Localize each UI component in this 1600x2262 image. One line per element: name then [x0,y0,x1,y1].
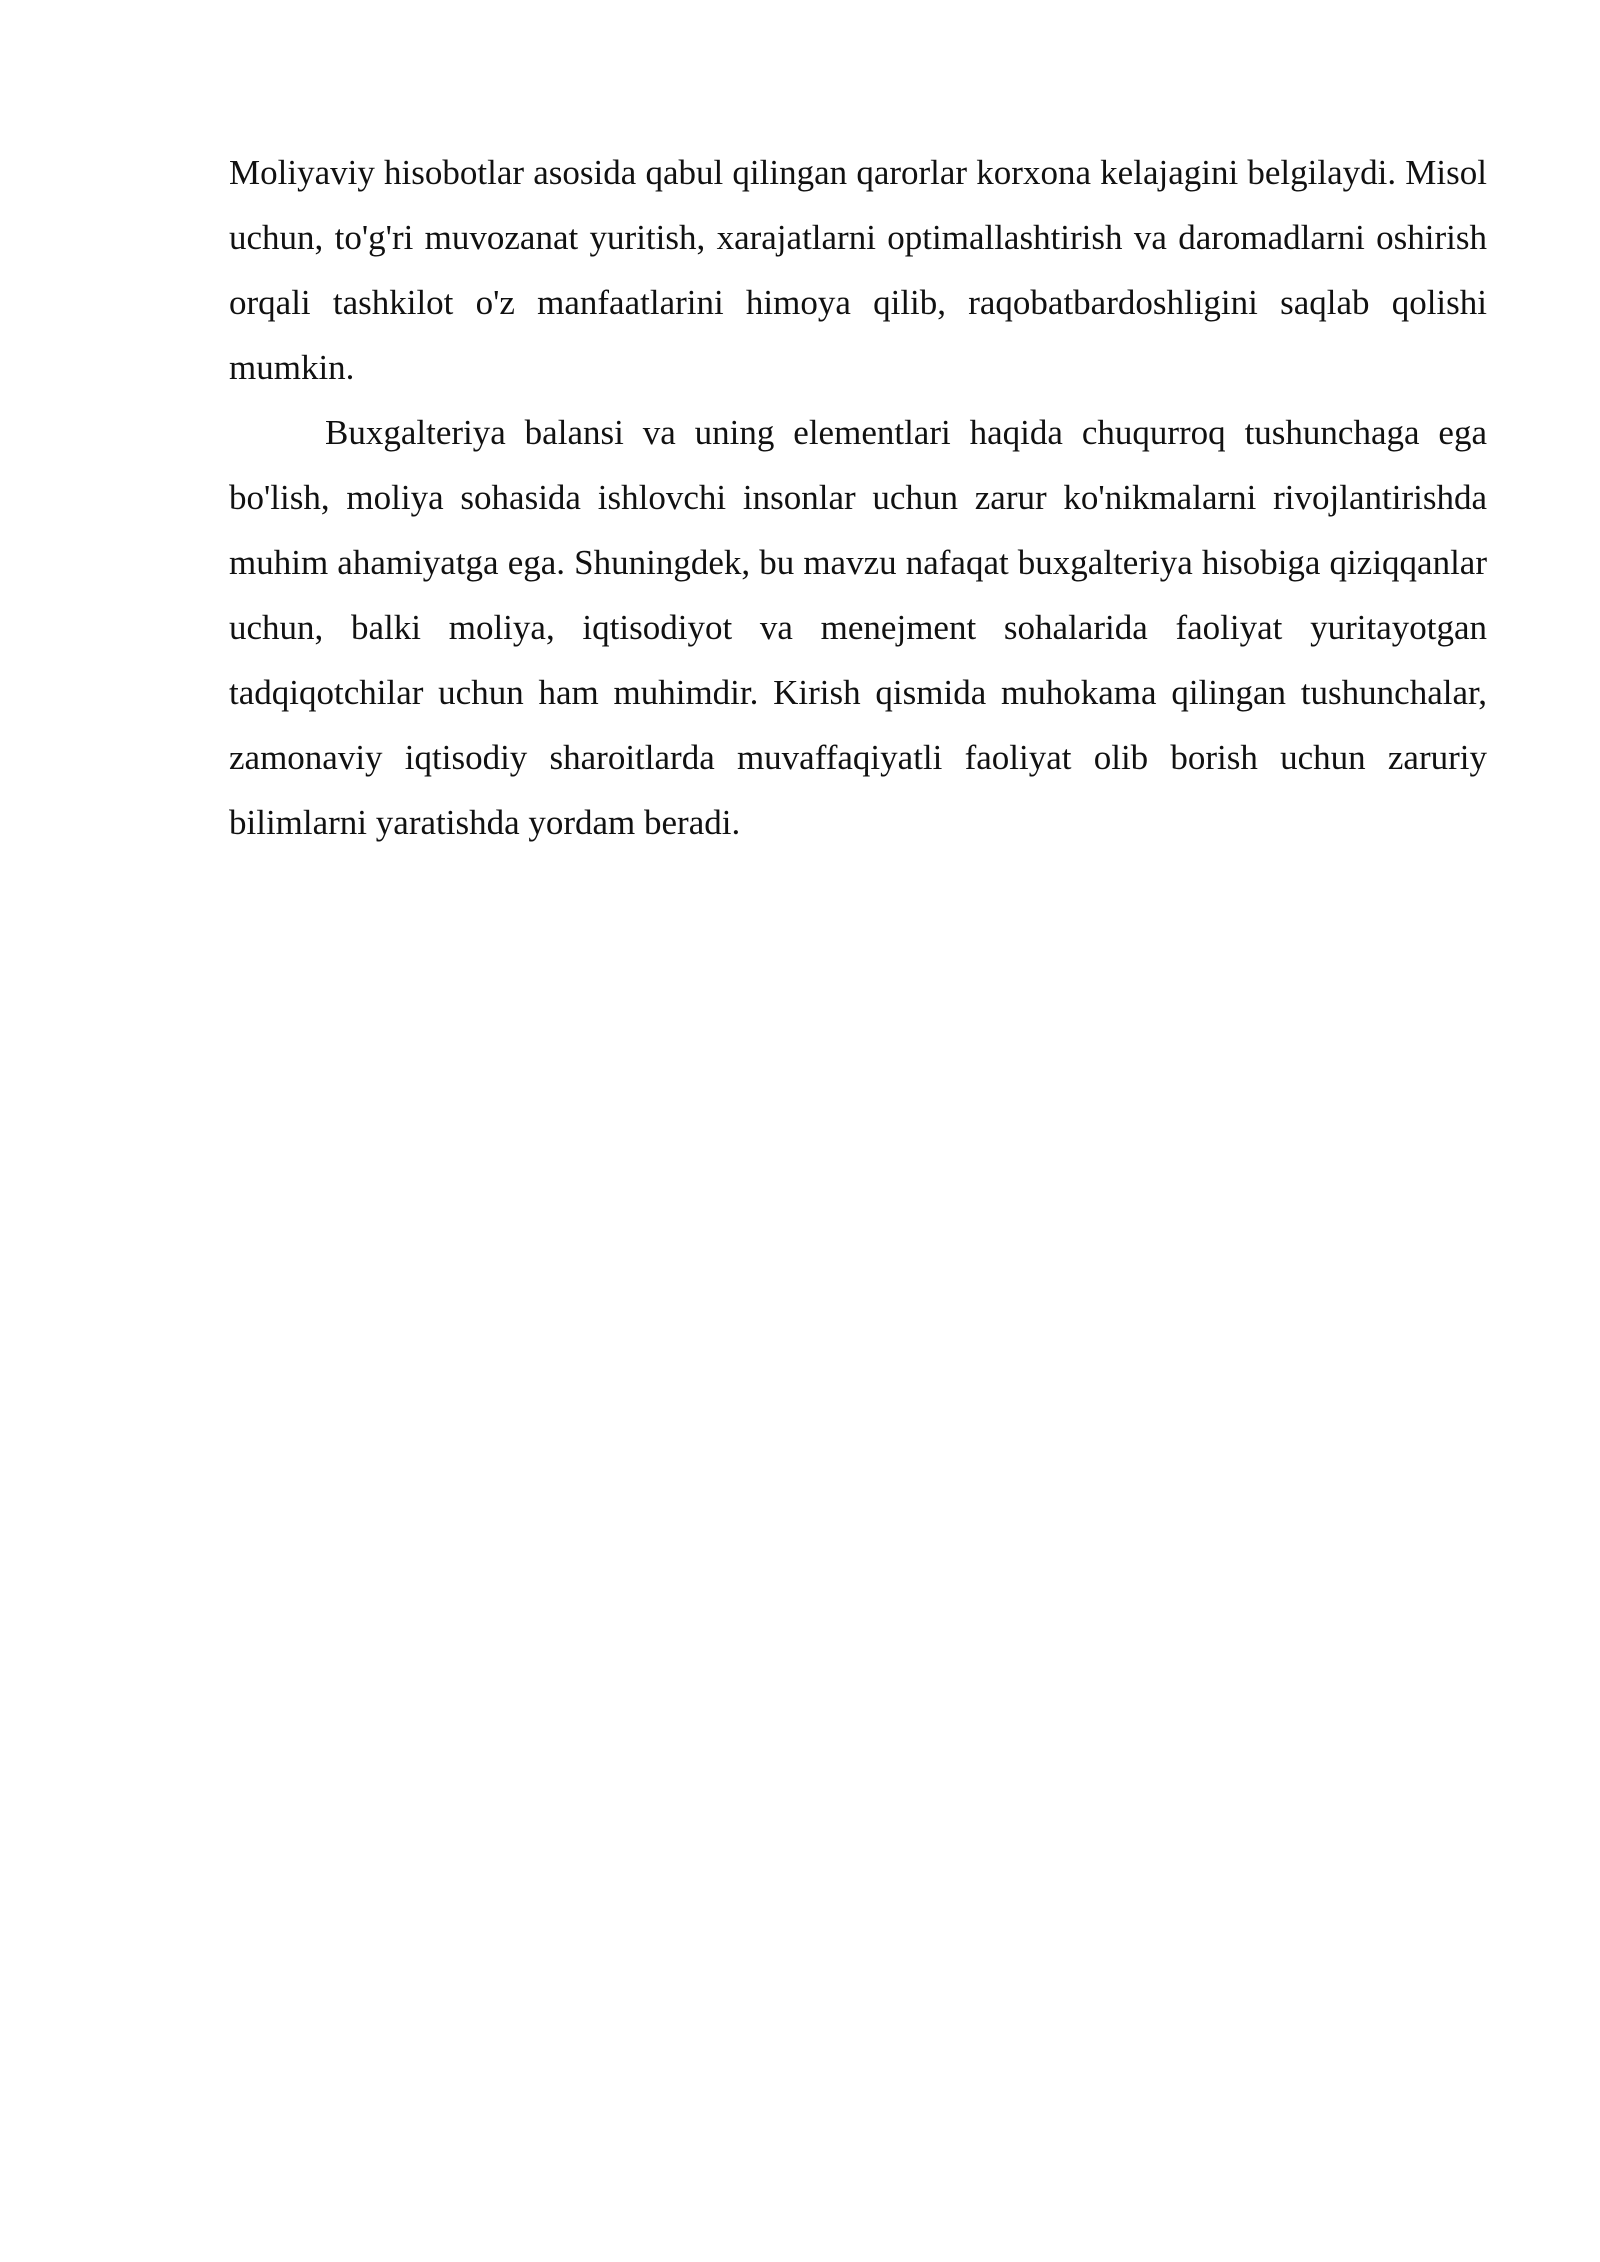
paragraph-1: Moliyaviy hisobotlar asosida qabul qilingan qarorlar korxona kelajagini belgilaydi. Misol uchun, to'g'ri muvozanat yuritish, xarajatlarni optimallashtirish va daromadlarni oshirish orqali tashkilot o'z manfaatlarini himoya qilib, raqobatbardoshligini saqlab qolishi mumkin. [229,153,1487,387]
paragraph-2: Buxgalteriya balansi va uning elementlari haqida chuqurroq tushunchaga ega bo'lish, moliya sohasida ishlovchi insonlar uchun zarur ko'nikmalarni rivojlantirishda muhim ahamiyatga ega. Shuningdek, bu mavzu nafaqat buxgalteriya hisobiga qiziqqanlar uchun, balki moliya, iqtisodiyot va menejment sohalarida faoliyat yuritayotgan tadqiqotchilar uchun ham muhimdir. Kirish qismida muhokama qilingan tushunchalar, zamonaviy iqtisodiy sharoitlarda muvaffaqiyatli faoliyat olib borish uchun zaruriy bilimlarni yaratishda yordam beradi. [229,413,1487,842]
document-body [229,140,1487,855]
